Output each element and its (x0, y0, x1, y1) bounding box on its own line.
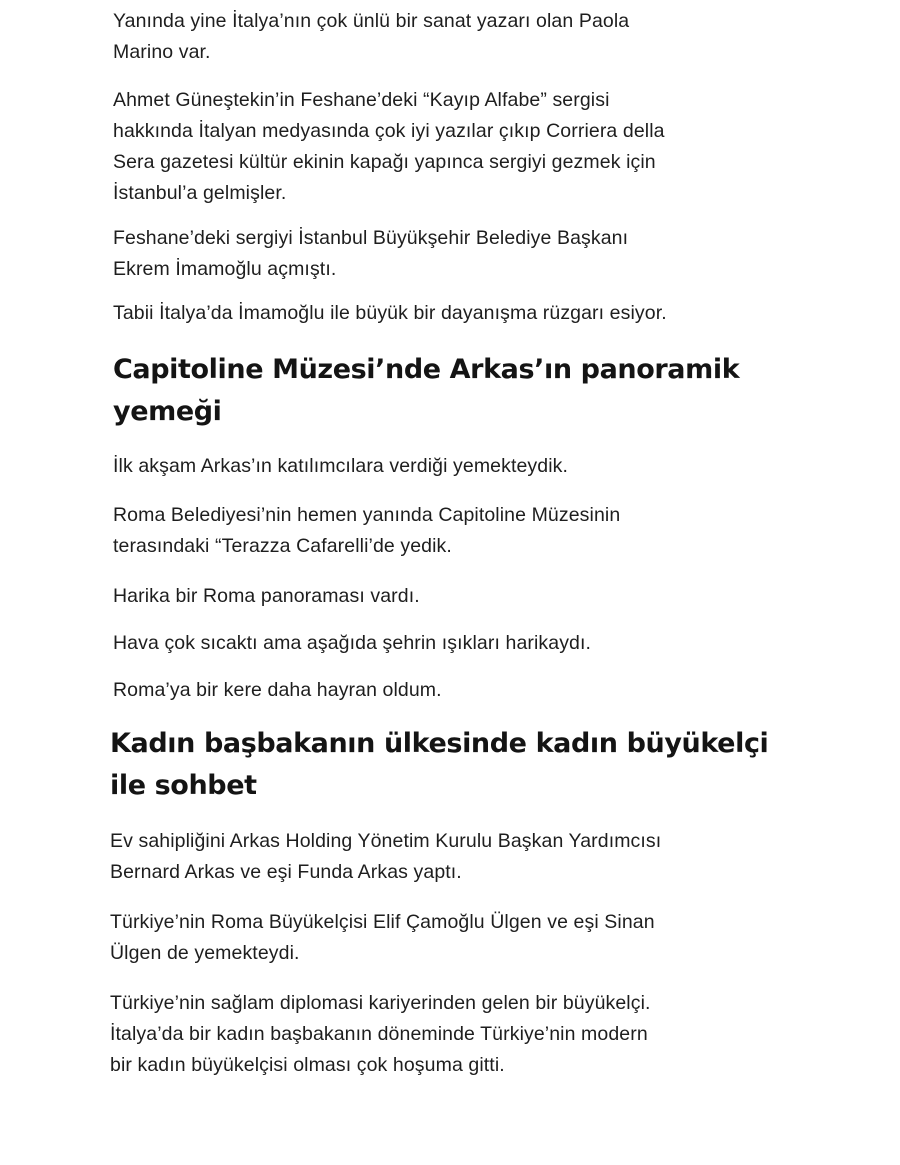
paragraph-line: hakkında İtalyan medyasında çok iyi yazılar çıkıp Corriera della (113, 120, 665, 142)
paragraph-line: Ülgen de yemekteydi. (110, 942, 300, 964)
paragraph-hava (113, 628, 591, 659)
paragraph-line: Ahmet Güneştekin’in Feshane’deki “Kayıp Alfabe” sergisi (113, 89, 610, 111)
paragraph-line: Hava çok sıcaktı ama aşağıda şehrin ışıkları harikaydı. (113, 632, 592, 654)
heading-line: ile sohbet (110, 770, 257, 801)
paragraph-dayanisma (113, 298, 667, 329)
paragraph-line: Feshane’deki sergiyi İstanbul Büyükşehir Belediye Başkanı (113, 227, 629, 249)
paragraph-ilk-aksam (113, 451, 568, 482)
paragraph-line: Ekrem İmamoğlu açmıştı. (113, 258, 337, 280)
paragraph-feshane (113, 223, 628, 285)
paragraph-roma-belediyesi (113, 500, 620, 562)
paragraph-line: Roma’ya bir kere daha hayran oldum. (113, 679, 442, 701)
paragraph-paola-marino (113, 6, 629, 68)
paragraph-ev-sahipligi (110, 826, 661, 888)
paragraph-line: Türkiye’nin sağlam diplomasi kariyerinden gelen bir büyükelçi. (110, 992, 651, 1014)
paragraph-panorama (113, 581, 420, 612)
paragraph-buyukelci (110, 907, 655, 969)
paragraph-line: Harika bir Roma panoraması vardı. (113, 585, 420, 607)
paragraph-line: Ev sahipliğini Arkas Holding Yönetim Kurulu Başkan Yardımcısı (110, 830, 662, 852)
paragraph-line: bir kadın büyükelçisi olması çok hoşuma gitti. (110, 1054, 505, 1076)
paragraph-line: Tabii İtalya’da İmamoğlu ile büyük bir dayanışma rüzgarı esiyor. (113, 302, 667, 324)
section-heading-capitoline (113, 349, 739, 433)
paragraph-line: İlk akşam Arkas’ın katılımcılara verdiği yemekteydik. (113, 455, 569, 477)
paragraph-line: terasındaki “Terazza Cafarelli’de yedik. (113, 535, 452, 557)
heading-line: yemeği (113, 396, 222, 427)
heading-line: Kadın başbakanın ülkesinde kadın büyükelçi (110, 728, 769, 759)
paragraph-line: Sera gazetesi kültür ekinin kapağı yapınca sergiyi gezmek için (113, 151, 656, 173)
paragraph-line: Türkiye’nin Roma Büyükelçisi Elif Çamoğlu Ülgen ve eşi Sinan (110, 911, 655, 933)
paragraph-line: İstanbul’a gelmişler. (113, 182, 287, 204)
paragraph-diplomasi (110, 988, 651, 1081)
paragraph-line: Marino var. (113, 41, 211, 63)
paragraph-line: Yanında yine İtalya’nın çok ünlü bir sanat yazarı olan Paola (113, 10, 630, 32)
paragraph-line: İtalya’da bir kadın başbakanın döneminde Türkiye’nin modern (110, 1023, 648, 1045)
paragraph-line: Roma Belediyesi’nin hemen yanında Capitoline Müzesinin (113, 504, 621, 526)
section-heading-ambassador (110, 723, 768, 807)
paragraph-hayran (113, 675, 442, 706)
heading-line: Capitoline Müzesi’nde Arkas’ın panoramik (113, 354, 740, 385)
paragraph-line: Bernard Arkas ve eşi Funda Arkas yaptı. (110, 861, 462, 883)
paragraph-kayip-alfabe (113, 85, 665, 209)
